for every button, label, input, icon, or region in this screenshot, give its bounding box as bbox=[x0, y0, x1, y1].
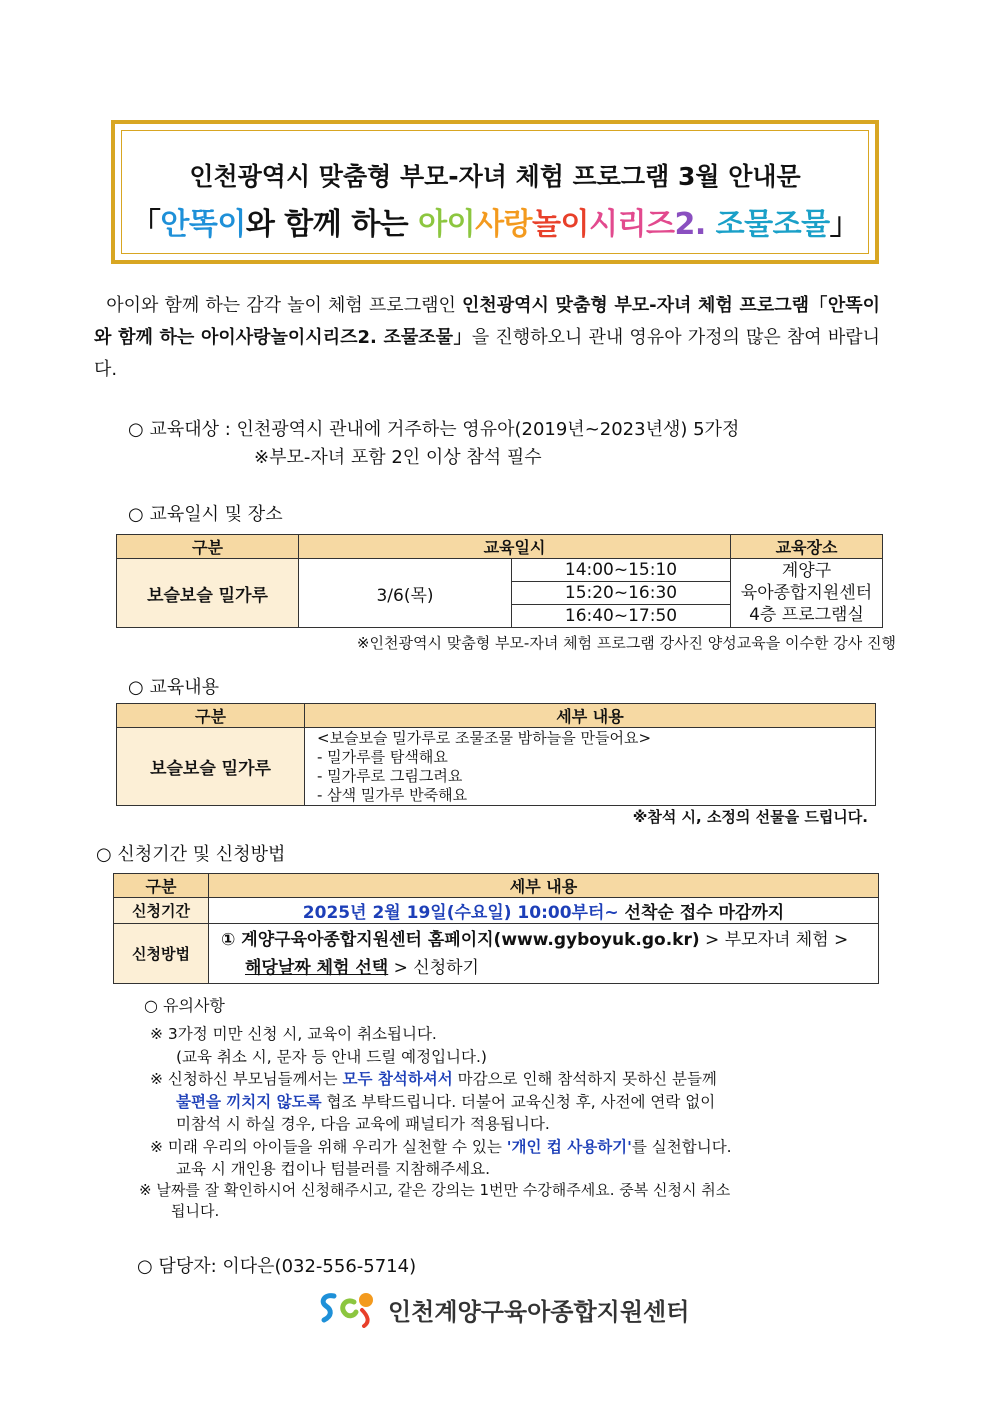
notice-line2: (교육 취소 시, 문자 등 안내 드릴 예정입니다.) bbox=[176, 1047, 487, 1066]
title-with: 와 함께 하는 bbox=[245, 207, 419, 242]
apply-method-homepage[interactable]: ① 계양구육아종합지원센터 홈페이지(www.gyboyuk.go.kr) bbox=[221, 929, 700, 950]
schedule-place-line2: 육아종합지원센터 bbox=[740, 583, 873, 603]
title-bracket-open: 「 bbox=[130, 207, 161, 242]
content-table bbox=[116, 703, 876, 806]
title-ai: 아이 bbox=[418, 207, 476, 242]
notice-line1: ※ 3가정 미만 신청 시, 교육이 취소됩니다. bbox=[150, 1025, 437, 1043]
apply-method-label: 신청방법 bbox=[114, 924, 209, 984]
schedule-table bbox=[116, 534, 883, 628]
content-heading: ○ 교육내용 bbox=[128, 677, 219, 698]
notice-line9: 됩니다. bbox=[171, 1202, 220, 1220]
notice-heading: ○ 유의사항 bbox=[144, 996, 225, 1015]
notice-line8: ※ 날짜를 잘 확인하시어 신청해주시고, 같은 강의는 1번만 수강해주세요. 중복 신청시 취소 bbox=[139, 1181, 731, 1199]
title-sarang: 사랑 bbox=[475, 207, 533, 242]
intro-bold: 인천광역시 맞춤형 부모-자녀 체험 프로그램「안똑이와 함께 하는 아이사랑놀이시리즈2. 조물조물」 bbox=[94, 295, 880, 348]
title-line2 bbox=[122, 199, 868, 243]
notice-no-inconvenience: 불편을 끼치지 않도록 bbox=[176, 1092, 322, 1111]
content-item-title: <보슬보슬 밀가루로 조물조물 밤하늘을 만들어요> bbox=[317, 728, 652, 747]
content-detail bbox=[305, 728, 876, 806]
title-number: 2. bbox=[674, 207, 716, 242]
apply-period-label: 신청기간 bbox=[114, 898, 209, 924]
apply-method-path1: > 부모자녀 체험 > bbox=[699, 929, 849, 950]
schedule-time-1: 14:00~15:10 bbox=[512, 559, 731, 582]
apply-header-detail: 세부 내용 bbox=[209, 874, 879, 898]
content-header-detail: 세부 내용 bbox=[305, 704, 876, 728]
apply-period-start: 2025년 2월 19일(수요일) 10:00부터~ bbox=[302, 903, 619, 923]
schedule-header-place: 교육장소 bbox=[731, 535, 883, 559]
target-line1: ○ 교육대상 : 인천광역시 관내에 거주하는 영유아(2019년~2023년생) 5가정 bbox=[128, 419, 740, 440]
schedule-time-2: 15:20~16:30 bbox=[512, 582, 731, 605]
content-header-category: 구분 bbox=[117, 704, 305, 728]
contact: ○ 담당자: 이다은(032-556-5714) bbox=[137, 1256, 417, 1277]
schedule-place bbox=[731, 559, 883, 628]
apply-method-select: 해당날짜 체험 선택 bbox=[245, 957, 389, 978]
schedule-heading: ○ 교육일시 및 장소 bbox=[128, 504, 283, 525]
schedule-date: 3/6(목) bbox=[299, 559, 512, 628]
apply-table bbox=[113, 873, 879, 984]
title-bracket-close: 」 bbox=[829, 207, 860, 242]
notice-line5: 미참석 시 하실 경우, 다음 교육에 패널티가 적용됩니다. bbox=[176, 1115, 550, 1133]
content-item-1: - 밀가루를 탐색해요 bbox=[317, 747, 448, 766]
content-category: 보슬보슬 밀가루 bbox=[117, 728, 305, 806]
apply-header-category: 구분 bbox=[114, 874, 209, 898]
title-line1: 인천광역시 맞춤형 부모-자녀 체험 프로그램 3월 안내문 bbox=[189, 162, 801, 191]
content-item-3: - 삼색 밀가루 반죽해요 bbox=[317, 785, 468, 804]
notice-line3: ※ 신청하신 부모님들께서는 모두 참석하셔서 마감으로 인해 참석하지 못하신 분들께 bbox=[150, 1070, 717, 1088]
schedule-time-3: 16:40~17:50 bbox=[512, 605, 731, 628]
center-logo-text: 인천계양구육아종합지원센터 bbox=[388, 1298, 690, 1326]
schedule-place-line3: 4층 프로그램실 bbox=[749, 605, 864, 625]
title-jomul: 조물조물 bbox=[715, 207, 830, 242]
intro-post: 을 진행하오니 관내 영유아 가정의 많은 참여 바랍니다. bbox=[94, 327, 880, 380]
notice-line4: 불편을 끼치지 않도록 협조 부탁드립니다. 더불어 교육신청 후, 사전에 연락 없이 bbox=[176, 1092, 716, 1111]
title-inner-border bbox=[121, 130, 869, 254]
apply-period-end: 선착순 접수 마감까지 bbox=[618, 903, 785, 923]
title-series: 시리즈 bbox=[589, 207, 675, 242]
schedule-header-category: 구분 bbox=[117, 535, 299, 559]
schedule-place-line1: 계양구 bbox=[781, 561, 832, 581]
center-logo-icon bbox=[318, 1288, 380, 1328]
schedule-note: ※인천광역시 맞춤형 부모-자녀 체험 프로그램 강사진 양성교육을 이수한 강사 진행 bbox=[356, 634, 896, 652]
content-note: ※참석 시, 소정의 선물을 드립니다. bbox=[632, 808, 868, 826]
schedule-header-datetime: 교육일시 bbox=[299, 535, 731, 559]
notice-body-2 bbox=[139, 1180, 730, 1222]
content-item-2: - 밀가루로 그림그려요 bbox=[317, 766, 463, 785]
intro-pre: 아이와 함께 하는 감각 놀이 체험 프로그램인 bbox=[106, 295, 462, 316]
apply-period-value bbox=[209, 898, 879, 924]
notice-line6: ※ 미래 우리의 아이들을 위해 우리가 실천할 수 있는 '개인 컵 사용하기'를 실천합니다. bbox=[150, 1137, 732, 1156]
notice-line7: 교육 시 개인용 컵이나 텀블러를 지참해주세요. bbox=[176, 1160, 491, 1178]
notice-personal-cup: '개인 컵 사용하기' bbox=[506, 1137, 632, 1156]
footer-logo bbox=[318, 1288, 698, 1328]
notice-body bbox=[150, 1023, 732, 1181]
title-andongi: 안똑이 bbox=[160, 207, 246, 242]
schedule-category: 보슬보슬 밀가루 bbox=[117, 559, 299, 628]
target-line2: ※부모-자녀 포함 2인 이상 참석 필수 bbox=[254, 447, 542, 468]
title-box bbox=[111, 120, 879, 264]
notice-attend-all: 모두 참석하셔서 bbox=[342, 1070, 453, 1088]
apply-method-path2: > 신청하기 bbox=[388, 957, 479, 978]
apply-method-value bbox=[209, 924, 879, 984]
title-nori: 놀이 bbox=[532, 207, 589, 242]
apply-heading: ○ 신청기간 및 신청방법 bbox=[96, 844, 286, 865]
intro-paragraph bbox=[94, 290, 880, 386]
